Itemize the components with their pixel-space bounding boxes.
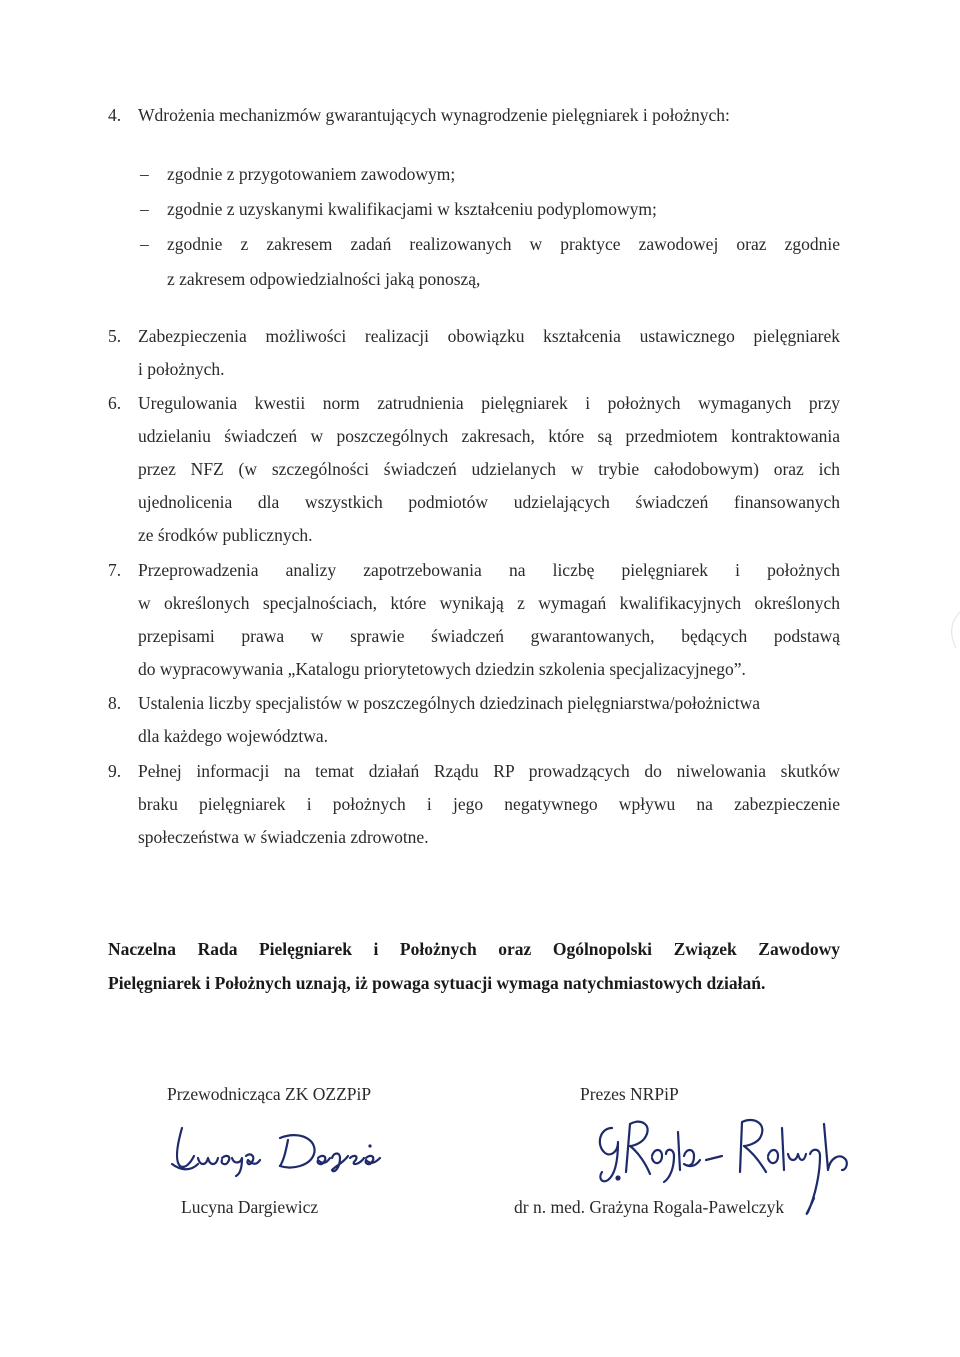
right-signatory-name: dr n. med. Grażyna Rogala-Pawelczyk xyxy=(514,1197,785,1217)
item-9-line-1: Pełnej informacji na temat działań Rządu RP prowadzących do niwelowania skutków xyxy=(138,761,840,781)
left-handwritten-signature xyxy=(168,1120,398,1180)
item-7-number: 7. xyxy=(108,560,122,580)
item-4-bullet-2: zgodnie z uzyskanymi kwalifikacjami w kształceniu podyplomowym; xyxy=(167,199,657,219)
item-4-text: Wdrożenia mechanizmów gwarantujących wynagrodzenie pielęgniarek i położnych: xyxy=(138,105,730,125)
item-8-number: 8. xyxy=(108,693,122,713)
item-7-line-1: Przeprowadzenia analizy zapotrzebowania na liczbę pielęgniarek i położnych xyxy=(138,560,840,580)
item-4-bullet-3-cont: z zakresem odpowiedzialności jaką ponoszą, xyxy=(167,269,481,289)
item-8-line-1: Ustalenia liczby specjalistów w poszczególnych dziedzinach pielęgniarstwa/położnictwa xyxy=(138,693,760,713)
item-9-line-2: braku pielęgniarek i położnych i jego negatywnego wpływu na zabezpieczenie xyxy=(138,794,840,814)
item-6-line-2: udzielaniu świadczeń w poszczególnych zakresach, które są przedmiotem kontraktowania xyxy=(138,426,840,446)
item-7-line-3: przepisami prawa w sprawie świadczeń gwarantowanych, będących podstawą xyxy=(138,626,840,646)
item-6-number: 6. xyxy=(108,393,122,413)
item-8-line-2: dla każdego województwa. xyxy=(138,726,328,746)
item-6-line-1: Uregulowania kwestii norm zatrudnienia pielęgniarek i położnych wymaganych przy xyxy=(138,393,840,413)
statement-line-2: Pielęgniarek i Położnych uznają, iż powaga sytuacji wymaga natychmiastowych działań. xyxy=(108,973,766,993)
scan-edge-mark xyxy=(938,610,960,650)
item-5-line-1: Zabezpieczenia możliwości realizacji obowiązku kształcenia ustawicznego pielęgniarek xyxy=(138,326,840,346)
left-signatory-title: Przewodnicząca ZK OZZPiP xyxy=(167,1084,372,1104)
left-signature-text: Lucyna Dargiewicz xyxy=(168,1120,176,1121)
item-4-bullet-3: zgodnie z zakresem zadań realizowanych w praktyce zawodowej oraz zgodnie xyxy=(167,234,840,254)
right-signatory-title: Prezes NRPiP xyxy=(580,1084,679,1104)
item-4-number: 4. xyxy=(108,105,122,125)
item-4-bullet-1: zgodnie z przygotowaniem zawodowym; xyxy=(167,164,456,184)
right-signature-text: G. Rogala-Pawelczyk xyxy=(590,1108,599,1109)
item-7-line-2: w określonych specjalnościach, które wynikają z wymagań kwalifikacyjnych określonych xyxy=(138,593,840,613)
bullet-dash: – xyxy=(140,234,149,254)
item-6-line-3: przez NFZ (w szczególności świadczeń udzielanych w trybie całodobowym) oraz ich xyxy=(138,459,840,479)
item-6-line-4: ujednolicenia dla wszystkich podmiotów udzielających świadczeń finansowanych xyxy=(138,492,840,512)
bullet-dash: – xyxy=(140,199,149,219)
item-5-line-2: i położnych. xyxy=(138,359,225,379)
item-6-line-5: ze środków publicznych. xyxy=(138,525,313,545)
left-signatory-name: Lucyna Dargiewicz xyxy=(181,1197,319,1217)
item-5-number: 5. xyxy=(108,326,122,346)
item-9-number: 9. xyxy=(108,761,122,781)
item-7-line-4: do wypracowywania „Katalogu priorytetowych dziedzin szkolenia specjalizacyjnego”. xyxy=(138,659,746,679)
statement-line-1: Naczelna Rada Pielęgniarek i Położnych oraz Ogólnopolski Związek Zawodowy xyxy=(108,939,840,959)
bullet-dash: – xyxy=(140,164,149,184)
item-9-line-3: społeczeństwa w świadczenia zdrowotne. xyxy=(138,827,429,847)
